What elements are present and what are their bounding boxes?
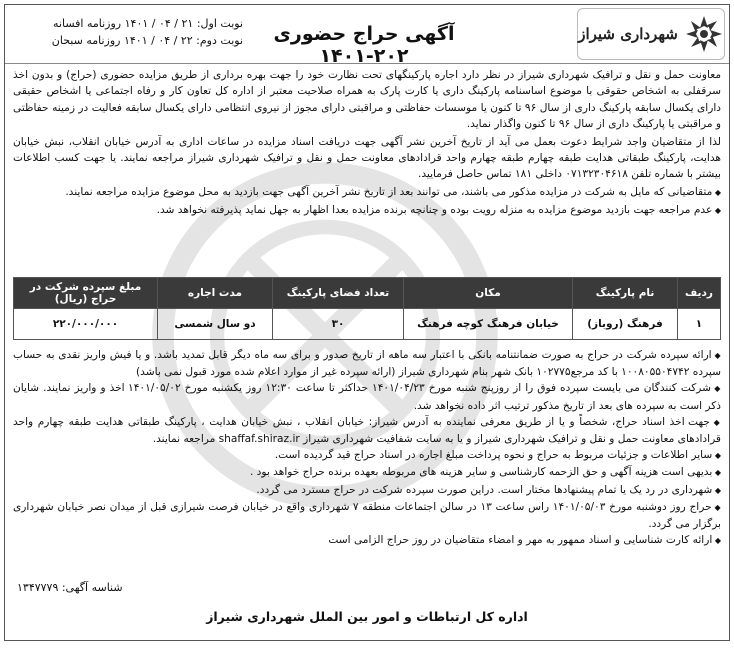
- intro-paragraph-1: معاونت حمل و نقل و ترافیک شهرداری شیراز در نظر دارد اجاره پارکینگهای تحت نظارت خود را جهت بهره برداری از طریق مزایده حضوری (حراج) و بدون اخذ سرقفلی به اشخاص حقوقی با موضوع اساسنامه پارکینگ داری یا کارت پارک به همراه صلاحیت معتبر از اداره کل تعاون کار و رفاه اجتماعی یا اشخاص حقیقی دارای یکسال سابقه پارکینگ داری از سال ۹۶ تا کنون یا موسسات حفاظتی و مراقبتی دارای مجوز از نیروی انتظامی دارای یکسال سابقه فعالیت در زمینه حفاظتی و مراقبتی یا پارکینگ داری از سال ۹۶ تا کنون واگذار نماید.: [13, 69, 721, 131]
- term-item: ◆ حراج روز دوشنبه مورخ ۱۴۰۱/۰۵/۰۳ راس ساعت ۱۳ در سالن اجتماعات منطقه ۷ شهرداری واقع در خیابان فرصت شیرازی قبل از میدان نصر خیابان شهرداری برگزار می گردد.: [13, 499, 721, 532]
- terms-list: [13, 347, 721, 549]
- notice-header: [5, 5, 729, 67]
- notice-title: آگهی حراج حضوری ۲۰۲-۱۴۰۱: [273, 23, 455, 67]
- parking-table: [13, 277, 721, 340]
- first-publication: نوبت اول: ۲۱ / ۰۴ / ۱۴۰۱ روزنامه افسانه: [53, 17, 243, 30]
- intro-paragraph-2: لذا از متقاضیان واجد شرایط دعوت بعمل می آید از تاریخ آخرین نشر آگهی جهت دریافت اسناد مزایده در ساعات اداری به آدرس خیابان انقلاب، نبش خیابان هدایت، پارکینگ طبقاتی هدایت طبقه چهارم طبقه چهارم واحد قرادادهای معاونت حمل و نقل و ترافیک شهرداری شیراز مراجعه نمایند. یا جهت کسب اطلاعات بیشتر با شماره تلفن ۰۷۱۳۲۳۰۴۶۱۸ داخلی ۱۸۱ تماس حاصل فرمایید.: [13, 135, 721, 181]
- term-item: ◆ جهت اخذ اسناد حراج، شخصاً و یا از طریق معرفی نماینده به آدرس شیراز: خیابان انقلاب ، نبش خیابان هدایت ، پارکینگ طبقاتی هدایت طبقه چهارم واحد قرادادهای معاونت حمل و نقل و ترافیک شهرداری شیراز و یا به سایت شفافیت شهرداری شیراز shaffaf.shiraz.ir مراجعه نمایند.: [13, 414, 721, 447]
- col-capacity: تعداد فضای پارکینگ: [273, 278, 404, 309]
- issuer-footer: اداره کل ارتباطات و امور بین الملل شهرداری شیراز: [206, 609, 528, 624]
- cell-parking-name: فرهنگ (روباز): [573, 309, 678, 340]
- term-item: ◆ ارائه کارت شناسایی و اسناد ممهور به مهر و امضاء متقاضیان در روز حراج الزامی است: [13, 532, 721, 549]
- term-item: ◆ بدیهی است هزینه آگهی و حق الزحمه کارشناسی و سایر هزینه های مربوطه بعهده برنده حراج خواهد بود .: [13, 464, 721, 481]
- logo-text: شهرداری شیراز: [578, 25, 678, 43]
- col-row: ردیف: [678, 278, 721, 309]
- table-header-row: [14, 278, 721, 309]
- second-publication: نوبت دوم: ۲۲ / ۰۴ / ۱۴۰۱ روزنامه سبحان: [51, 34, 243, 47]
- cell-location: خیابان فرهنگ کوچه فرهنگ: [404, 309, 573, 340]
- visit-note: ◆ متقاضیانی که مایل به شرکت در مزایده مذکور می باشند، می توانند بعد از تاریخ نشر آخرین آگهی جهت بازدید به محل موضوع مزایده مراجعه نمایند.: [13, 184, 721, 201]
- term-item: ◆ شرکت کنندگان می بایست سپرده فوق را از روزپنج شنبه مورخ ۱۴۰۱/۰۴/۲۳ حداکثر تا ساعت ۱۲:۳۰ روز یکشنبه مورخ ۱۴۰۱/۰۵/۰۲ اخذ و واریز نمایند. شایان ذکر است به سپرده های بعد از تاریخ مذکور ترتیب اثر داده نخواهد شد.: [13, 380, 721, 413]
- cell-row: ۱: [678, 309, 721, 340]
- no-visit-note: ◆ عدم مراجعه جهت بازدید موضوع مزایده به منزله رویت بوده و چنانچه برنده مزایده بعدا اظهار به جهل نماید پذیرفته نخواهد شد.: [13, 202, 721, 219]
- shiraz-municipality-emblem-icon: [684, 14, 724, 54]
- term-item: ◆ سایر اطلاعات و جزئیات مربوط به حراج و نحوه پرداخت مبلغ اجاره در اسناد حراج قید گردیده است.: [13, 447, 721, 464]
- intro-text: [13, 67, 721, 221]
- col-deposit: مبلغ سپرده شرکت در حراج (ریال): [14, 278, 158, 309]
- cell-deposit: ۲۲۰/۰۰۰/۰۰۰: [14, 309, 158, 340]
- term-item: ◆ شهرداری در رد یک یا تمام پیشنهادها مختار است. دراین صورت سپرده شرکت در حراج مسترد می گردد.: [13, 482, 721, 499]
- municipality-logo: [577, 8, 725, 60]
- table-row: [14, 309, 721, 340]
- col-location: مکان: [404, 278, 573, 309]
- notice-id: شناسه آگهی: ۱۳۴۷۷۷۹: [17, 581, 123, 594]
- auction-notice: [4, 4, 730, 641]
- term-item: ◆ ارائه سپرده شرکت در حراج به صورت ضمانتنامه بانکی با اعتبار سه ماهه از تاریخ صدور و برای سه ماه دیگر قابل تمدید باشد. و یا فیش واریز نقدی به حساب سپرده ۱۰۰۸۰۵۵۰۴۷۴۲ با کد مرجع۱۰۲۷۷۵ بانک شهر بنام شهرداری شیراز (ارائه سپرده غیر از موارد اعلام شده مورد قبول نمی باشد): [13, 347, 721, 380]
- col-parking-name: نام پارکینگ: [573, 278, 678, 309]
- col-lease-term: مدت اجاره: [158, 278, 273, 309]
- publication-dates: [13, 15, 243, 49]
- cell-capacity: ۳۰: [273, 309, 404, 340]
- cell-lease-term: دو سال شمسی: [158, 309, 273, 340]
